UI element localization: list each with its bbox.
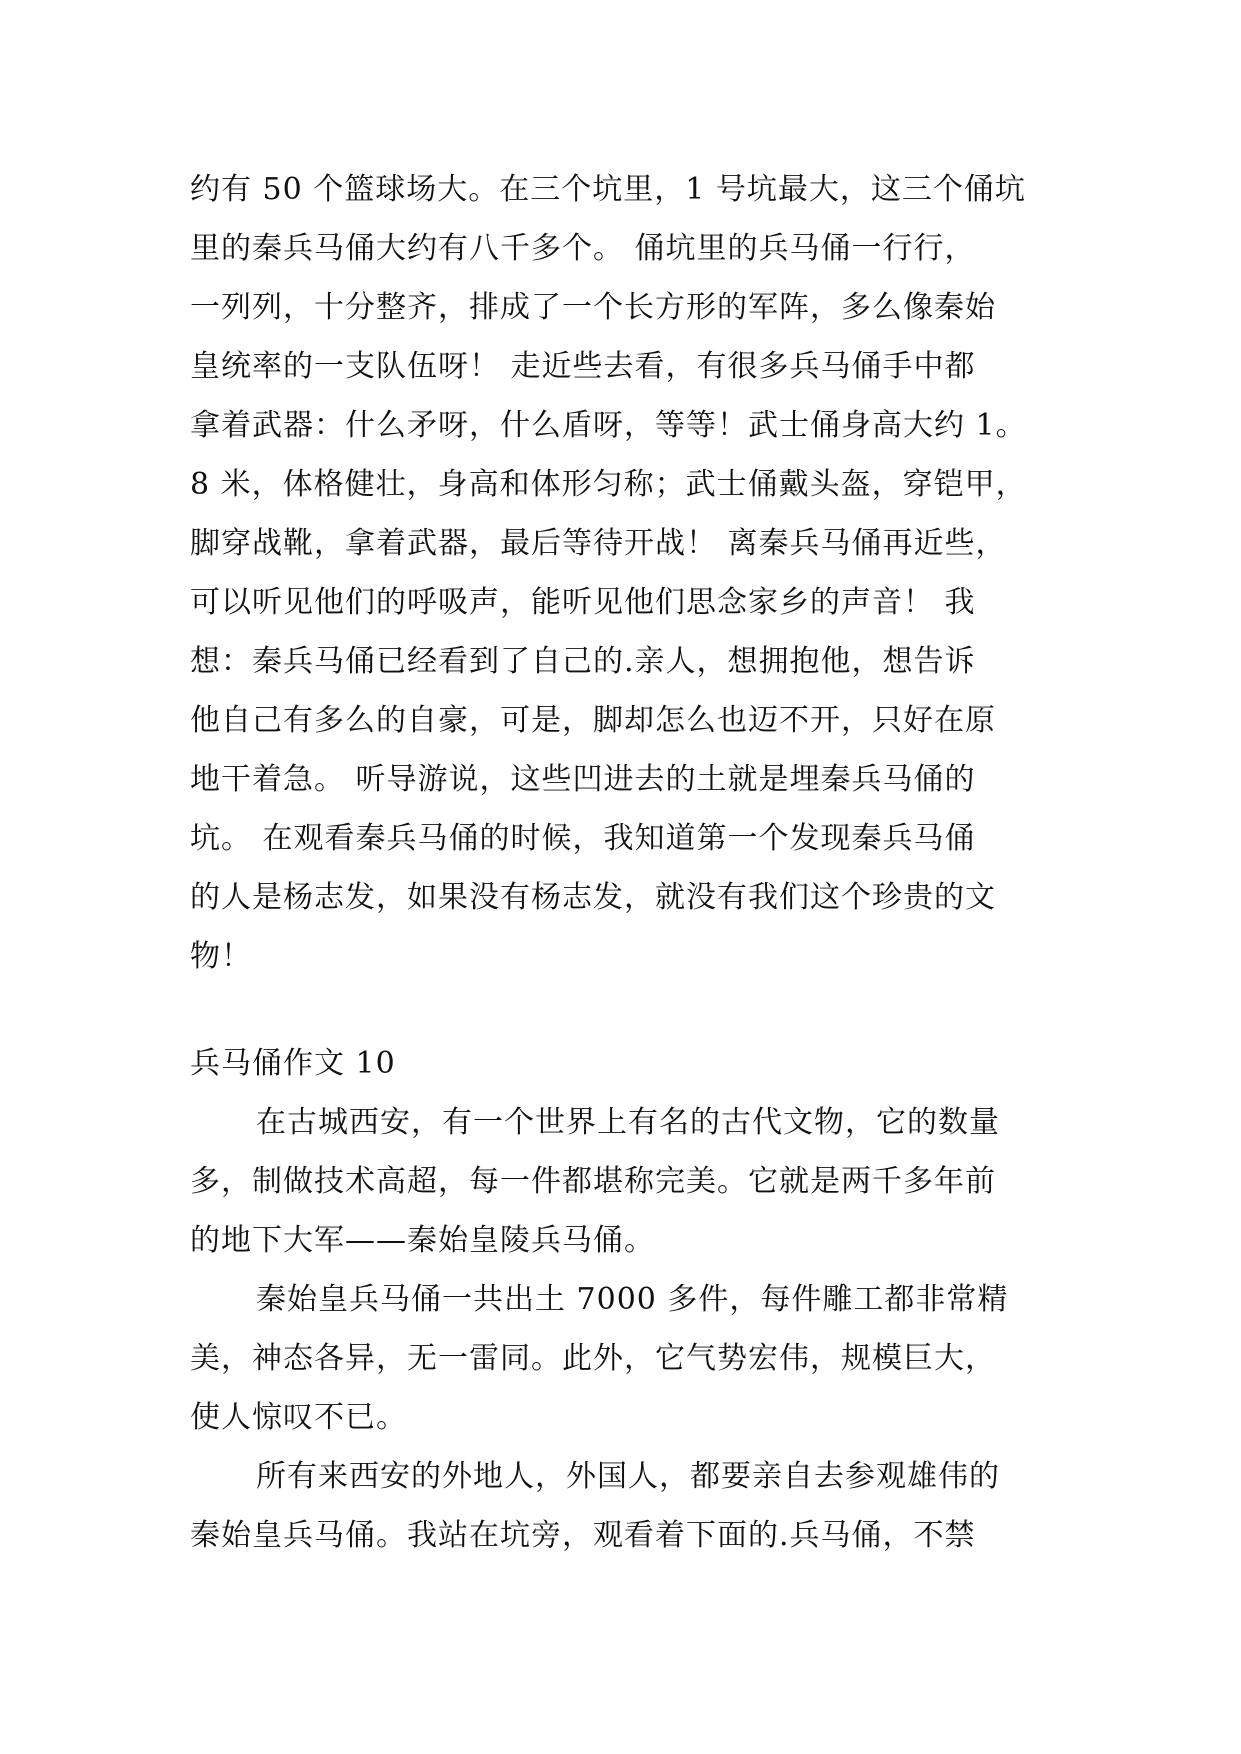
text-line: 一列列，十分整齐，排成了一个长方形的军阵，多么像秦始 bbox=[190, 290, 996, 325]
text-line: 脚穿战靴，拿着武器，最后等待开战！ 离秦兵马俑再近些， bbox=[190, 526, 1007, 561]
text-line: 使人惊叹不已。 bbox=[190, 1400, 407, 1435]
text-line: 皇统率的一支队伍呀！ 走近些去看，有很多兵马俑手中都 bbox=[190, 349, 976, 384]
essay-title: 兵马俑作文 10 bbox=[190, 1046, 396, 1081]
continuation-paragraph bbox=[190, 160, 1060, 986]
text-line: 地干着急。 听导游说，这些凹进去的土就是埋秦兵马俑的 bbox=[190, 762, 976, 797]
text-line: 物！ bbox=[190, 939, 252, 974]
text-line: 想：秦兵马俑已经看到了自己的.亲人，想拥抱他，想告诉 bbox=[190, 644, 976, 679]
text-line: 可以听见他们的呼吸声，能听见他们思念家乡的声音！ 我 bbox=[190, 585, 976, 620]
text-line: 所有来西安的外地人，外国人，都要亲自去参观雄伟的 bbox=[256, 1459, 1000, 1494]
text-line: 多，制做技术高超，每一件都堪称完美。它就是两千多年前 bbox=[190, 1164, 996, 1199]
essay-section bbox=[190, 1034, 1060, 1565]
text-line: 拿着武器：什么矛呀，什么盾呀，等等！武士俑身高大约 1。 bbox=[190, 408, 1027, 443]
text-line: 的人是杨志发，如果没有杨志发，就没有我们这个珍贵的文 bbox=[190, 880, 996, 915]
text-line: 的地下大军——秦始皇陵兵马俑。 bbox=[190, 1223, 655, 1258]
text-line: 美，神态各异，无一雷同。此外，它气势宏伟，规模巨大， bbox=[190, 1341, 996, 1376]
text-line: 在古城西安，有一个世界上有名的古代文物，它的数量 bbox=[256, 1105, 1000, 1140]
text-line: 约有 50 个篮球场大。在三个坑里，1 号坑最大，这三个俑坑 bbox=[190, 172, 1026, 207]
text-line: 秦始皇兵马俑。我站在坑旁，观看着下面的.兵马俑，不禁 bbox=[190, 1518, 976, 1553]
text-line: 8 米，体格健壮，身高和体形匀称；武士俑戴头盔，穿铠甲， bbox=[190, 467, 1027, 502]
text-line: 秦始皇兵马俑一共出土 7000 多件，每件雕工都非常精 bbox=[256, 1282, 1009, 1317]
text-line: 坑。 在观看秦兵马俑的时候，我知道第一个发现秦兵马俑 bbox=[190, 821, 976, 856]
text-line: 他自己有多么的自豪，可是，脚却怎么也迈不开，只好在原 bbox=[190, 703, 996, 738]
text-line: 里的秦兵马俑大约有八千多个。 俑坑里的兵马俑一行行， bbox=[190, 231, 976, 266]
